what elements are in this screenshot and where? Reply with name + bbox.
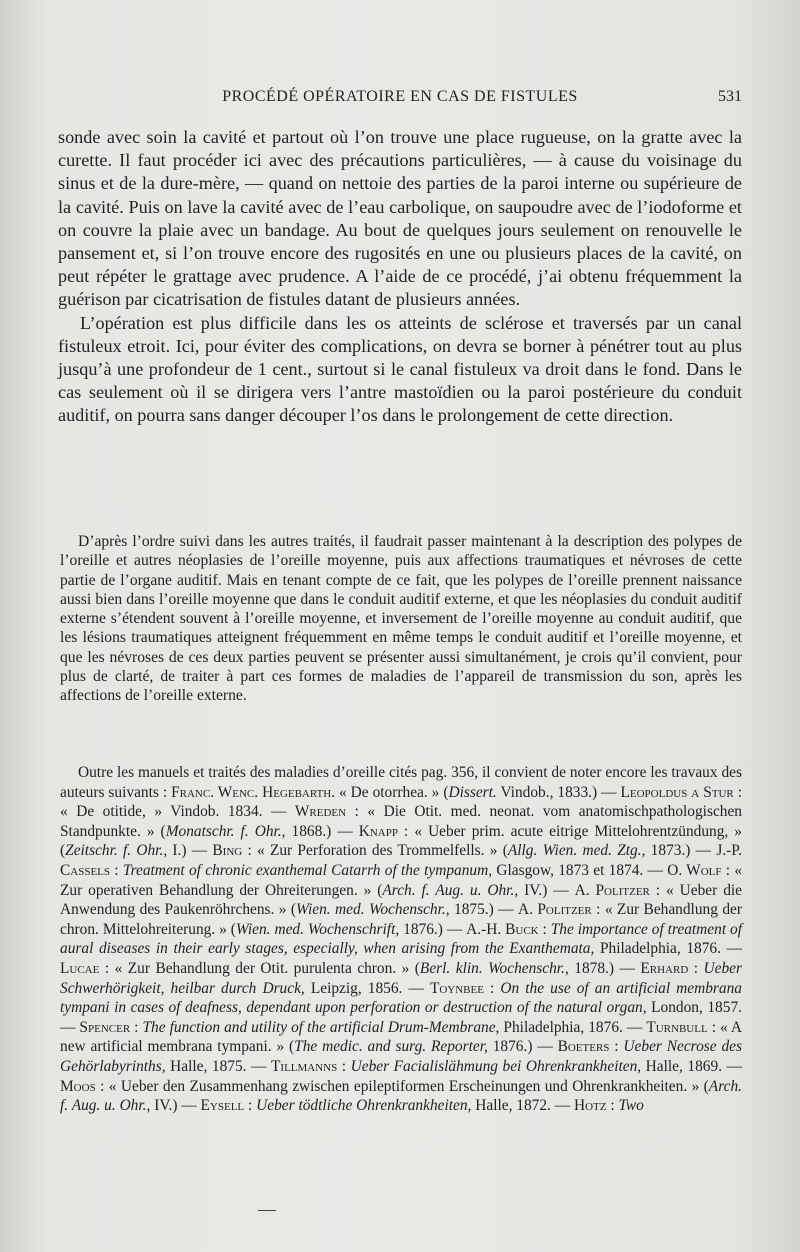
page-number: 531 bbox=[718, 88, 742, 105]
work-title: The function and utility of the artificial Drum-Membrane, bbox=[142, 1018, 500, 1036]
author-name: Franc. Wenc. Hegebarth bbox=[171, 783, 332, 801]
work-title: Arch. f. Aug. u. Ohr. bbox=[382, 881, 515, 899]
work-title: Zeitschr. f. Ohr. bbox=[65, 842, 164, 860]
main-text-section bbox=[58, 126, 742, 428]
paragraph-sclerosis-operation: L’opération est plus difficile dans les os atteints de sclérose et traversés par un canal fistuleux etroit. Ici, pour éviter des complications, on devra se borner à pénétrer tout au plus jusqu’à une profondeur de 1 cent., surtout si le canal fistuleux va droit dans le fond. Dans le cas seulement où il se dirigera vers l’antre mastoïdien ou la paroi postérieure du conduit auditif, on pourra sans danger découper l’os dans le prolongement de cette direction. bbox=[58, 312, 742, 426]
author-name: J.-P. Cassels bbox=[60, 842, 742, 879]
work-title: Dissert. bbox=[448, 783, 497, 801]
running-header bbox=[58, 88, 742, 112]
author-name: Wreden bbox=[294, 803, 347, 821]
paragraph-treatise-order: D’après l’ordre suivi dans les autres traités, il faudrait passer maintenant à la description des polypes de l’oreille et autres néoplasies de l’oreille moyenne, puis aux affections traumatiques et névroses de cette partie de l’organe auditif. Mais en tenant compte de ce fait, que les polypes de l’oreille prennent naissance aussi bien dans l’oreille moyenne que dans le conduit auditif externe, et que les néoplasies du conduit auditif externe s’étendent souvent à l’oreille moyenne, et inversement de l’oreille moyenne au conduit auditif, que les lésions traumatiques atteignent fréquemment en même temps le conduit auditif et l’oreille moyenne, et que les névroses de ces deux parties peuvent se présenter aussi simultanément, je crois qu’il convient, pour plus de clarté, de traiter à part ces formes de maladies de l’appareil de transmission du son, après les affections de l’oreille externe. bbox=[60, 533, 742, 705]
work-title: Ueber Facialislähmung bei Ohrenkrankheiten, bbox=[350, 1057, 642, 1075]
paragraph-fistula-curettage: sonde avec soin la cavité et partout où l’on trouve une place rugueuse, on la gratte avec la curette. Il faut procéder ici avec des précautions particulières, — à cause du voisinage du sinus et de la dure-mère, — quand on nettoie des parties de la paroi interne ou supérieure de la cavité. Puis on lave la cavité avec de l’eau carbolique, on saupoudre avec de l’iodoforme et on couvre la plaie avec un bandage. Au bout de quelques jours seulement on renouvelle le pansement et, si l’on trouve encore des rugosités en une ou plusieurs places de la cavité, on peut répéter le grattage avec prudence. A l’aide de ce procédé, j’ai obtenu fréquemment la guérison par cicatrisation de fistules datant de plusieurs années. bbox=[58, 127, 742, 310]
work-title: Berl. klin. Wochenschr. bbox=[419, 959, 565, 977]
work-title: Ueber tödtliche Ohrenkrankheiten, bbox=[256, 1097, 472, 1115]
author-name: Toynbee bbox=[429, 979, 484, 997]
author-name: A. Politzer bbox=[574, 881, 650, 899]
signature-mark bbox=[258, 1210, 276, 1211]
work-title: Monatschr. f. Ohr. bbox=[165, 822, 282, 840]
work-title: Two bbox=[618, 1097, 644, 1115]
bibliography-paragraph: Outre les manuels et traités des maladies d’oreille cités pag. 356, il convient de noter encore les travaux des auteurs suivants : Franc. Wenc. Hegebarth. « De otorrhea. » (Dissert. Vindob., 1833.) — Leopoldus a Stur : « De otitide, » Vindob. 1834. — Wreden : « Die Otit. med. neonat. vom anatomischpathologischen Standpunkte. » (Monatschr. f. Ohr., 1868.) — Knapp : « Ueber prim. acute eitrige Mittelohrentzündung, » (Zeitschr. f. Ohr., I.) — Bing : « Zur Perforation des Trommelfells. » (Allg. Wien. med. Ztg., 1873.) — J.-P. Cassels : Treatment of chronic exanthemal Catarrh of the tympanum, Glasgow, 1873 et 1874. — O. Wolf : « Zur operativen Behandlung der Ohreiterungen. » (Arch. f. Aug. u. Ohr., IV.) — A. Politzer : « Ueber die Anwendung des Paukenröhrchens. » (Wien. med. Wochenschr., 1875.) — A. Politzer : « Zur Behandlung der chron. Mittelohreiterung. » (Wien. med. Wochenschrift, 1876.) — A.-H. Buck : The importance of treatment of aural diseases in their early stages, especially, when arising from the Exanthemata, Philadelphia, 1876. — Lucae : « Zur Behandlung der Otit. purulenta chron. » (Berl. klin. Wochenschr., 1878.) — Erhard : Ueber Schwerhörigkeit, heilbar durch Druck, Leipzig, 1856. — Toynbee : On the use of an artificial membrana tympani in cases of deafness, dependant upon perforation or destruction of the natural organ, London, 1857. — Spencer : The function and utility of the artificial Drum-Membrane, Philadelphia, 1876. — Turnbull : « A new artificial membrana tympani. » (The medic. and surg. Reporter, 1876.) — Boeters : Ueber Necrose des Gehörlabyrinths, Halle, 1875. — Tillmanns : Ueber Facialislähmung bei Ohrenkrankheiten, Halle, 1869. — Moos : « Ueber den Zusammenhang zwischen epileptiformen Erscheinungen und Ohrenkrankheiten. » (Arch. f. Aug. u. Ohr., IV.) — Eysell : Ueber tödtliche Ohrenkrankheiten, Halle, 1872. — Hotz : Two bbox=[60, 764, 743, 1115]
bibliography-section bbox=[60, 763, 742, 1116]
work-title: Ueber Necrose des Gehörlabyrinths, bbox=[60, 1038, 742, 1075]
author-name: Boeters bbox=[557, 1038, 610, 1056]
author-name: Spencer bbox=[79, 1018, 131, 1036]
author-name: Bing bbox=[212, 842, 243, 860]
author-name: Hotz bbox=[574, 1097, 607, 1115]
work-title: Wien. med. Wochenschrift bbox=[235, 920, 396, 938]
work-title: The medic. and surg. Reporter, bbox=[294, 1038, 488, 1056]
author-name: Leopoldus a Stur bbox=[620, 783, 734, 801]
author-name: Erhard bbox=[640, 959, 689, 977]
author-name: A.-H. Buck bbox=[466, 920, 539, 938]
author-name: Tillmanns bbox=[271, 1057, 338, 1075]
author-name: A. Politzer bbox=[517, 901, 592, 919]
author-name: Eysell bbox=[200, 1097, 245, 1115]
author-name: Moos bbox=[60, 1077, 96, 1095]
work-title: On the use of an artificial membrana tympani in cases of deafness, dependant upon perforation or destruction of the natural organ, bbox=[60, 979, 742, 1017]
work-title: Ueber Schwerhörigkeit, heilbar durch Druck, bbox=[60, 959, 742, 997]
work-title: The importance of treatment of aural diseases in their early stages, especially, when arising from the Exanthemata, bbox=[60, 920, 742, 958]
transition-note bbox=[60, 532, 742, 706]
author-name: Turnbull bbox=[646, 1018, 708, 1036]
work-title: Arch. f. Aug. u. Ohr. bbox=[60, 1077, 742, 1115]
author-name: Knapp bbox=[358, 822, 398, 840]
work-title: Wien. med. Wochenschr. bbox=[296, 901, 446, 919]
chapter-title: PROCÉDÉ OPÉRATOIRE EN CAS DE FISTULES bbox=[222, 88, 578, 105]
work-title: Allg. Wien. med. Ztg. bbox=[507, 842, 642, 860]
author-name: Lucae bbox=[60, 959, 100, 977]
author-name: O. Wolf bbox=[667, 861, 722, 879]
work-title: Treatment of chronic exanthemal Catarrh of the tympanum, bbox=[122, 861, 493, 879]
